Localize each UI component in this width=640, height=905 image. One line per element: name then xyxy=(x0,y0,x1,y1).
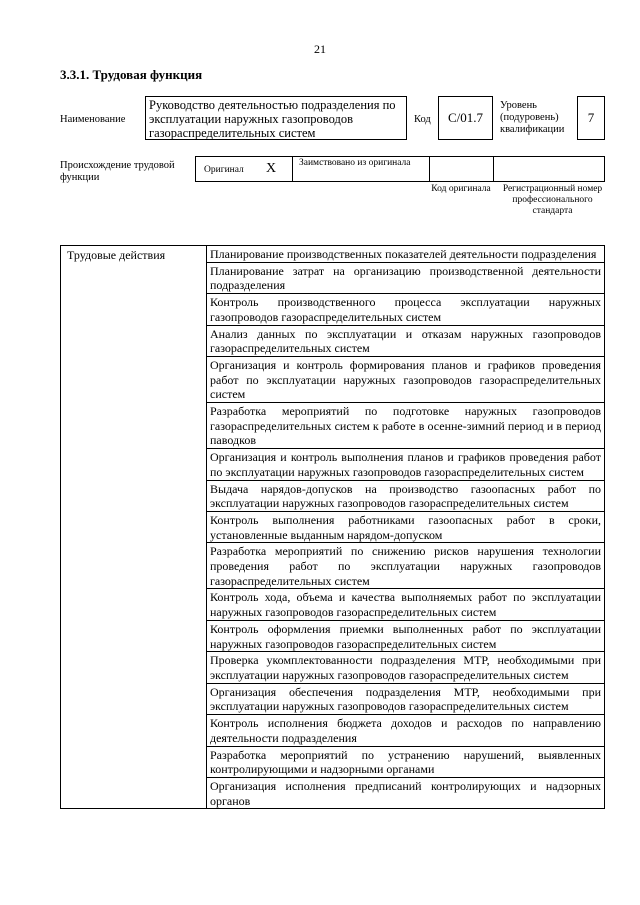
action-item: Организация и контроль выполнения планов и графиков проведения работ по эксплуатации наружных газопроводов газораспределительных систем xyxy=(207,449,605,480)
original-label: Оригинал xyxy=(204,165,244,175)
code-value: C/01.7 xyxy=(447,110,484,125)
code-label: Код xyxy=(414,114,431,125)
action-item: Организация обеспечения подразделения МТР, необходимыми при эксплуатации наружных газопроводов газораспределительных систем xyxy=(207,683,605,714)
action-item: Контроль исполнения бюджета доходов и расходов по направлению деятельности подразделения xyxy=(207,715,605,746)
origin-divider-1 xyxy=(292,157,293,181)
code-box xyxy=(438,96,493,140)
original-code-label: Код оригинала xyxy=(431,184,491,194)
section-heading: 3.3.1. Трудовая функция xyxy=(60,67,203,82)
action-item: Разработка мероприятий по подготовке наружных газопроводов газораспределительных систем к работе в осенне-зимний период и в период паводков xyxy=(207,403,605,449)
origin-box xyxy=(195,156,605,182)
level-box xyxy=(577,96,605,140)
action-item: Контроль производственного процесса эксплуатации наружных газопроводов газораспределительных систем xyxy=(207,294,605,325)
function-name: Руководство деятельностью подразделения по эксплуатации наружных газопроводов газораспределительных систем xyxy=(149,98,396,140)
action-item: Выдача нарядов-допусков на производство газоопасных работ по эксплуатации наружных газопроводов газораспределительных систем xyxy=(207,480,605,511)
level-value: 7 xyxy=(587,110,595,125)
page-number: 21 xyxy=(314,42,326,56)
action-item: Разработка мероприятий по снижению рисков нарушения технологии проведения работ по эксплуатации наружных газопроводов газораспределительных систем xyxy=(207,543,605,589)
action-item: Планирование производственных показателей деятельности подразделения xyxy=(207,246,605,263)
actions-label: Трудовые действия xyxy=(61,246,207,809)
action-item: Контроль выполнения работниками газоопасных работ в сроки, установленные выданным нарядом-допуском xyxy=(207,511,605,542)
action-item: Организация и контроль формирования планов и графиков проведения работ по эксплуатации наружных газопроводов газораспределительных систем xyxy=(207,356,605,402)
action-item: Организация исполнения предписаний контролирующих и надзорных органов xyxy=(207,777,605,808)
function-name-box xyxy=(145,96,407,140)
action-item: Контроль хода, объема и качества выполняемых работ по эксплуатации наружных газопроводов газораспределительных систем xyxy=(207,589,605,620)
action-item: Планирование затрат на организацию производственной деятельности подразделения xyxy=(207,262,605,293)
origin-divider-2 xyxy=(429,157,430,181)
labor-actions-table xyxy=(60,245,605,809)
table-row xyxy=(61,246,605,263)
origin-label: Происхождение трудовой функции xyxy=(60,160,175,183)
original-mark: X xyxy=(266,161,277,176)
action-item: Разработка мероприятий по устранению нарушений, выявленных контролирующими и надзорными органами xyxy=(207,746,605,777)
origin-divider-3 xyxy=(493,157,494,181)
action-item: Анализ данных по эксплуатации и отказам наружных газопроводов газораспределительных систем xyxy=(207,325,605,356)
name-label: Наименование xyxy=(60,114,126,125)
level-label: Уровень (подуровень) квалификации xyxy=(500,100,565,135)
reg-number-label: Регистрационный номер профессионального стандарта xyxy=(502,184,603,216)
action-item: Контроль оформления приемки выполненных работ по эксплуатации наружных газопроводов газораспределительных систем xyxy=(207,620,605,651)
action-item: Проверка укомплектованности подразделения МТР, необходимыми при эксплуатации наружных газопроводов газораспределительных систем xyxy=(207,652,605,683)
borrowed-label: Заимствовано из оригинала xyxy=(299,158,411,168)
